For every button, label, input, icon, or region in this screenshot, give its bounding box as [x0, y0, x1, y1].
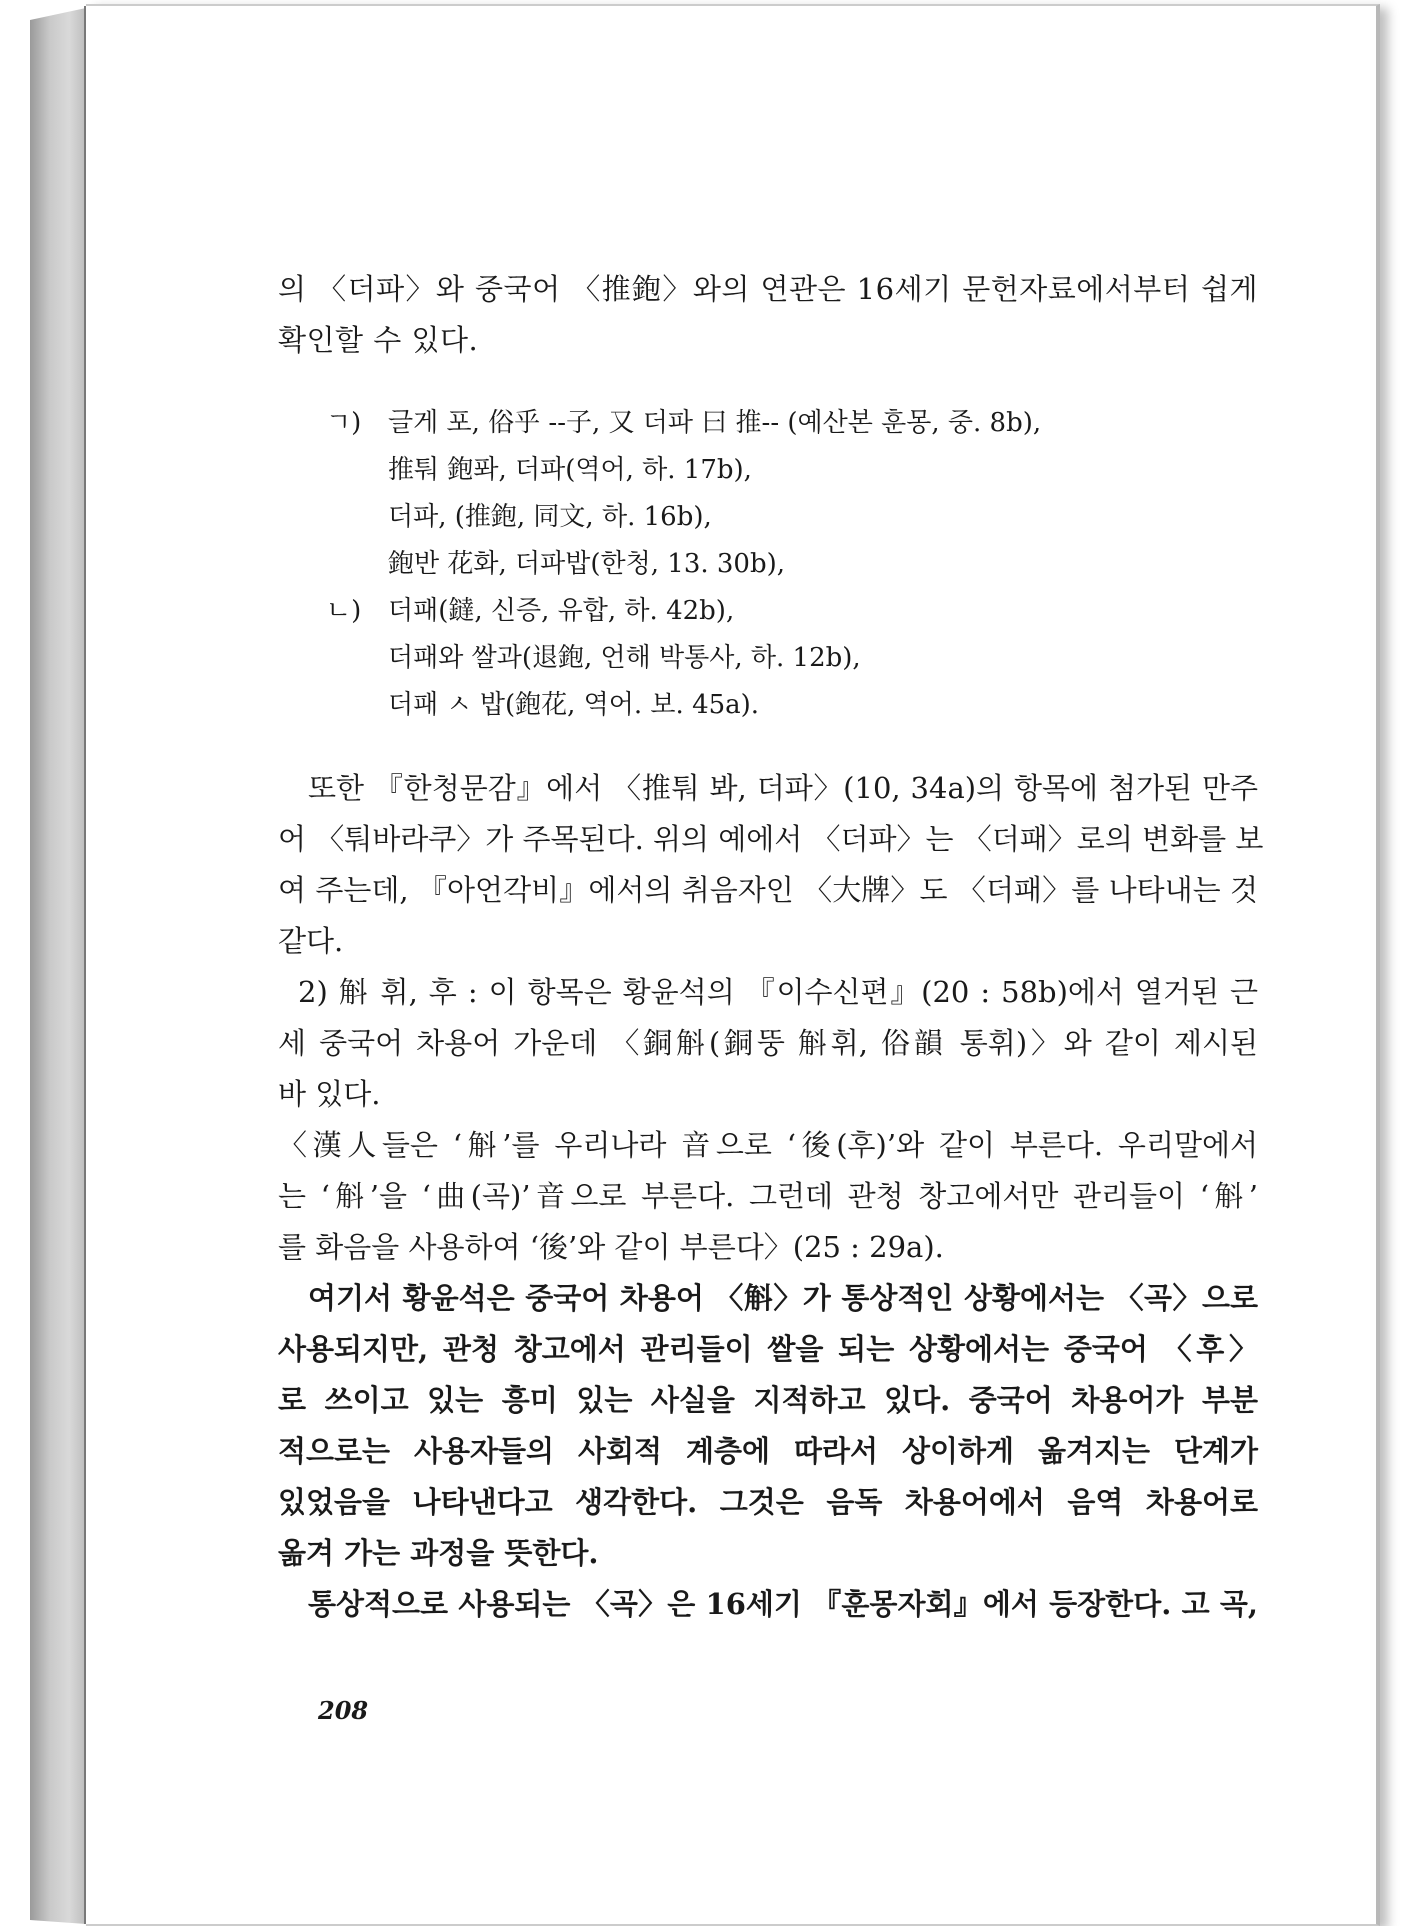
example-text: 推퉈 鉋퐈, 더파(역어, 하. 17b), [388, 455, 752, 485]
text-line: 로 쓰이고 있는 흥미 있는 사실을 지적하고 있다. 중국어 차용어가 부분 [278, 1383, 1258, 1417]
text-line: 같다. [278, 924, 344, 958]
example-item [278, 541, 1258, 588]
paragraph-1 [278, 763, 1264, 967]
text-line: 통상적으로 사용되는 〈곡〉은 16세기 『훈몽자회』에서 등장한다. 고 곡, [308, 1587, 1258, 1621]
text-line: 사용되지만, 관청 창고에서 관리들이 쌀을 되는 상황에서는 중국어 〈후〉 [278, 1332, 1258, 1366]
example-text: 더패와 쌀과(退鉋, 언해 박통사, 하. 12b), [388, 643, 861, 673]
text-line: 를 화음을 사용하여 ‘後’와 같이 부른다〉(25 : 29a). [278, 1230, 944, 1264]
example-item [278, 494, 1258, 541]
example-item [278, 588, 1258, 635]
text-line: 바 있다. [278, 1077, 381, 1111]
example-marker: ㄴ) [326, 596, 362, 626]
text-line: 적으로는 사용자들의 사회적 계층에 따라서 상이하게 옮겨지는 단계가 [278, 1434, 1258, 1468]
text-line: 의 〈더파〉와 중국어 〈推鉋〉와의 연관은 16세기 문헌자료에서부터 쉽게 [278, 272, 1258, 306]
text-line: 〈漢人들은 ‘斛’를 우리나라 音으로 ‘後(후)’와 같이 부른다. 우리말에서 [278, 1128, 1258, 1162]
paragraph-4 [278, 1273, 1258, 1579]
paragraph-2 [278, 967, 1258, 1120]
text-line: 세 중국어 차용어 가운데 〈銅斛(銅뚱 斛휘, 俗韻 통휘)〉와 같이 제시된 [278, 1026, 1258, 1060]
text-line: 또한 『한청문감』에서 〈推퉈 봐, 더파〉(10, 34a)의 항목에 첨가된 만주 [308, 771, 1258, 805]
example-text: 더패 ㅅ 밥(鉋花, 역어. 보. 45a). [388, 690, 760, 720]
example-text: 더패(鐽, 신증, 유합, 하. 42b), [388, 596, 735, 626]
page-number: 208 [318, 1696, 369, 1725]
text-line: 어 〈퉈바라쿠〉가 주목된다. 위의 예에서 〈더파〉는 〈더패〉로의 변화를 보 [278, 822, 1264, 856]
text-line: 옮겨 가는 과정을 뜻한다. [278, 1536, 599, 1570]
example-item [278, 682, 1258, 729]
quotation [278, 1120, 1258, 1273]
book-spine [30, 8, 86, 1924]
book-page [86, 4, 1380, 1926]
intro-paragraph [278, 264, 1258, 366]
paragraph-5 [278, 1579, 1258, 1630]
example-text: 鉋반 花화, 더파밥(한청, 13. 30b), [388, 549, 786, 579]
example-item [278, 447, 1258, 494]
example-text: 더파, (推鉋, 同文, 하. 16b), [388, 502, 712, 532]
example-list [278, 400, 1258, 729]
text-line: 는 ‘斛’을 ‘曲(곡)’音으로 부른다. 그런데 관청 창고에서만 관리들이 ‘斛’ [278, 1179, 1258, 1213]
example-item [278, 400, 1258, 447]
text-line: 2) 斛 휘, 후 : 이 항목은 황윤석의 『이수신편』(20 : 58b)에서 열거된 근 [298, 975, 1258, 1009]
text-line: 여 주는데, 『아언각비』에서의 취음자인 〈大牌〉도 〈더패〉를 나타내는 것 [278, 873, 1258, 907]
page-content [278, 264, 1264, 1630]
text-line: 확인할 수 있다. [278, 323, 479, 357]
text-line: 있었음을 나타낸다고 생각한다. 그것은 음독 차용어에서 음역 차용어로 [278, 1485, 1258, 1519]
example-item [278, 635, 1258, 682]
text-line: 여기서 황윤석은 중국어 차용어 〈斛〉가 통상적인 상황에서는 〈곡〉으로 [308, 1281, 1258, 1315]
example-marker: ㄱ) [326, 408, 362, 438]
example-text: 글게 포, 俗乎 --子, 又 더파 曰 推-- (예산본 훈몽, 중. 8b), [388, 408, 1042, 438]
